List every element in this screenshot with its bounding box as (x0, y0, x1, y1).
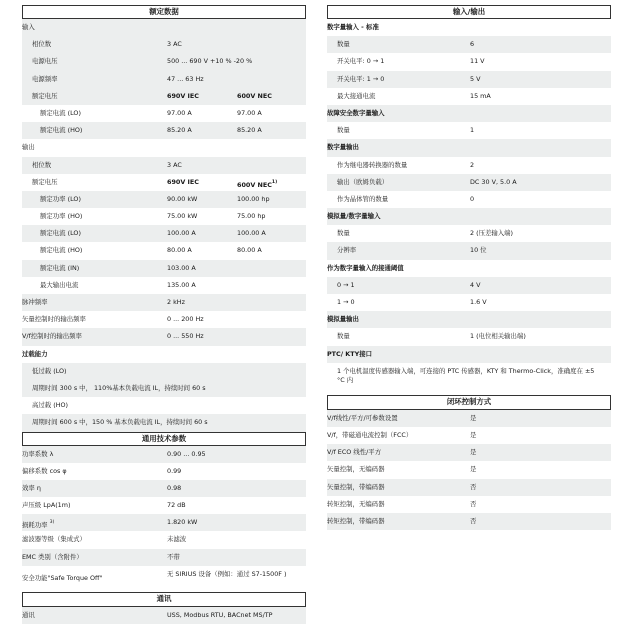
line-freq-value: 47 ... 63 Hz (167, 74, 204, 83)
phases-value: 3 AC (167, 40, 182, 49)
displacement-value: 0.99 (167, 466, 182, 475)
input-group-row (22, 19, 306, 36)
control-mode-label: 转矩控制，带编码器 (327, 516, 385, 525)
resolution-value: 10 位 (470, 246, 487, 255)
general-tech-header: 通用技术参数 (22, 432, 306, 446)
table-row (327, 346, 611, 363)
control-mode-value: 是 (470, 465, 477, 474)
control-mode-value: 是 (470, 448, 477, 457)
col-600-header: 600V NEC (237, 91, 272, 100)
ai-count-value: 2 (压差输入端) (470, 229, 514, 238)
max-output-label: 最大输出电流 (40, 280, 79, 289)
ptc-kty-label: PTC/ KTY接口 (327, 349, 373, 358)
efficiency-label: 效率 η (22, 483, 41, 492)
sto-label: 安全功能"Safe Torque Off" (22, 573, 103, 582)
table-row (22, 531, 306, 548)
table-row (22, 414, 306, 431)
input-current-lo-600: 97.00 A (237, 108, 262, 117)
current-ho-600: 80.00 A (237, 246, 262, 255)
table-row (22, 463, 306, 480)
ao-count-label: 数量 (337, 332, 350, 341)
current-ho-690: 80.00 A (167, 246, 192, 255)
relay-count-label: 作为继电器转换器的数量 (337, 160, 408, 169)
pulse-freq-label: 脉冲频率 (22, 298, 48, 306)
table-row (22, 260, 306, 277)
table-row (22, 294, 306, 311)
table-row (327, 208, 611, 225)
table-row (22, 497, 306, 514)
out-rated-voltage-label: 额定电压 (32, 177, 58, 186)
control-mode-label: V/f ECO 线性/平方 (327, 448, 382, 457)
power-loss-value: 1.820 kW (167, 518, 198, 527)
ptc-kty-description: 1 个电机温度传感器输入端，可连接的 PTC 传感器，KTY 和 Thermo-Click，准确度在 ±5 °C 内 (337, 366, 595, 384)
di-count-value: 6 (470, 40, 475, 49)
power-loss-text: 损耗功率 (22, 521, 48, 530)
threshold-label: 作为数字量输入的接通阈值 (327, 263, 404, 272)
output-group-label: 输出 (22, 143, 35, 152)
analog-input-label: 模拟量/数字量输入 (327, 212, 381, 221)
table-row (22, 311, 306, 328)
input-current-ho-label: 额定电流 (HO) (40, 126, 83, 135)
input-group-label: 输入 (22, 23, 35, 31)
table-row (22, 277, 306, 294)
table-row (22, 88, 306, 105)
filter-class-value: 未滤波 (167, 535, 187, 544)
relay-count-value: 2 (470, 160, 475, 169)
out-col-690-header: 690V IEC (167, 177, 199, 186)
table-row (22, 566, 306, 592)
analog-output-label: 模拟量输出 (327, 315, 359, 324)
switch-off-value: 5 V (470, 74, 481, 83)
power-ho-600: 75.00 hp (237, 212, 266, 221)
overload-group-row (22, 346, 306, 363)
table-row (327, 139, 611, 156)
vector-freq-label: 矢量控制时的输出频率 (22, 315, 86, 324)
table-row (22, 53, 306, 70)
control-mode-value: 否 (470, 516, 477, 525)
power-lo-600: 100.00 hp (237, 194, 270, 203)
table-row (327, 53, 611, 70)
threshold-on-value: 4 V (470, 280, 481, 289)
closed-loop-header: 闭环控制方式 (327, 395, 611, 410)
table-row (327, 242, 611, 259)
current-lo-690: 100.00 A (167, 229, 196, 238)
table-row (327, 157, 611, 174)
sound-level-value: 72 dB (167, 501, 186, 510)
pulse-freq-value: 2 kHz (167, 298, 185, 306)
resolution-label: 分辨率 (337, 246, 357, 255)
table-row (22, 549, 306, 566)
current-lo-600: 100.00 A (237, 229, 266, 238)
current-in-690: 103.00 A (167, 263, 196, 272)
output-group-row (22, 139, 306, 156)
out-col-600-text: 600V NEC (237, 180, 272, 189)
input-current-lo-690: 97.00 A (167, 108, 192, 117)
control-mode-label: 矢量控制，带编码器 (327, 482, 385, 491)
col-690-header: 690V IEC (167, 91, 199, 100)
table-row (327, 444, 611, 461)
high-overload-desc: 周期时间 600 s 中，150 % 基本负载电流 IL，持续时间 60 s (32, 418, 208, 427)
table-row (22, 122, 306, 139)
filter-class-label: 滤波器等级（集成式） (22, 535, 86, 544)
sto-value: 无 SIRIUS 设备（例如：通过 S7-1500F ) (167, 569, 287, 578)
table-row (22, 71, 306, 88)
power-ho-690: 75.00 kW (167, 212, 198, 221)
vector-freq-value: 0 ... 200 Hz (167, 315, 204, 324)
out-phases-value: 3 AC (167, 160, 182, 169)
table-row (22, 242, 306, 259)
sound-level-label: 声压级 LpA(1m) (22, 501, 71, 510)
failsafe-count-label: 数量 (337, 126, 350, 135)
di-count-label: 数量 (337, 40, 350, 49)
table-row (22, 397, 306, 414)
table-row (327, 294, 611, 311)
table-row (327, 461, 611, 478)
table-row (22, 191, 306, 208)
table-row (327, 410, 611, 427)
table-row (327, 191, 611, 208)
control-mode-label: 转矩控制，无编码器 (327, 499, 385, 508)
table-row (327, 363, 611, 391)
phases-label: 相位数 (32, 40, 52, 49)
table-row (22, 607, 306, 624)
vf-freq-label: V/f控制时的输出频率 (22, 332, 82, 341)
table-row (22, 328, 306, 345)
communication-label: 通讯 (22, 610, 35, 619)
table-row (327, 328, 611, 345)
communication-header: 通讯 (22, 592, 306, 607)
power-lo-label: 额定功率 (LO) (40, 194, 81, 203)
table-row (327, 225, 611, 242)
table-row (22, 105, 306, 122)
line-freq-label: 电源频率 (32, 74, 58, 83)
table-row (327, 71, 611, 88)
digital-output-label: 数字量输出 (327, 143, 359, 152)
power-factor-label: 功率系数 λ (22, 449, 54, 458)
input-current-lo-label: 额定电流 (LO) (40, 108, 81, 117)
input-current-ho-690: 85.20 A (167, 126, 192, 135)
control-mode-label: V/f，带磁通电流控制（FCC） (327, 430, 413, 439)
table-row (327, 277, 611, 294)
table-row (22, 514, 306, 531)
rated-data-header: 额定数据 (22, 5, 306, 19)
switch-on-value: 11 V (470, 57, 485, 66)
table-row (22, 174, 306, 191)
emc-label: EMC 类别（含附件） (22, 552, 83, 561)
current-in-label: 额定电流 (IN) (40, 263, 80, 272)
max-input-current-value: 15 mA (470, 91, 491, 100)
high-overload-label: 高过载 (HO) (32, 401, 69, 410)
threshold-on-label: 0 → 1 (337, 280, 355, 289)
table-row (327, 122, 611, 139)
table-row (327, 260, 611, 277)
table-row (22, 363, 306, 380)
input-current-ho-600: 85.20 A (237, 126, 262, 135)
communication-value: USS, Modbus RTU, BACnet MS/TP (167, 610, 273, 619)
table-row (22, 225, 306, 242)
out-phases-label: 相位数 (32, 160, 52, 169)
table-row (327, 88, 611, 105)
di-standard-label: 数字量输入 - 标准 (327, 23, 379, 31)
vf-freq-value: 0 ... 550 Hz (167, 332, 204, 341)
table-row (327, 19, 611, 36)
threshold-off-value: 1.6 V (470, 298, 487, 306)
switch-off-label: 开关电平: 1 → 0 (337, 74, 385, 83)
displacement-label: 偏移系数 cos φ (22, 466, 67, 475)
table-row (22, 208, 306, 225)
table-row (327, 479, 611, 496)
low-overload-label: 低过载 (LO) (32, 366, 67, 375)
efficiency-value: 0.98 (167, 483, 182, 492)
table-row (22, 480, 306, 497)
threshold-off-label: 1 → 0 (337, 298, 355, 306)
control-mode-value: 是 (470, 413, 477, 422)
low-overload-desc: 周期时间 300 s 中， 110%基本负载电流 IL，持续时间 60 s (32, 383, 206, 392)
table-row (327, 311, 611, 328)
table-row (22, 36, 306, 53)
max-input-current-label: 最大接通电流 (337, 91, 376, 100)
ai-count-label: 数量 (337, 229, 350, 238)
control-mode-value: 是 (470, 430, 477, 439)
transistor-count-value: 0 (470, 194, 475, 203)
rated-voltage-label: 额定电压 (32, 91, 58, 100)
ao-count-value: 1 (电位相关输出端) (470, 332, 526, 341)
line-voltage-label: 电源电压 (32, 57, 58, 66)
table-row (327, 513, 611, 530)
power-ho-label: 额定功率 (HO) (40, 212, 83, 221)
right-column (327, 0, 611, 530)
line-voltage-value: 500 ... 690 V +10 % -20 % (167, 57, 253, 66)
transistor-count-label: 作为晶体管的数量 (337, 194, 389, 203)
switch-on-label: 开关电平: 0 → 1 (337, 57, 385, 66)
current-lo-label: 额定电流 (LO) (40, 229, 81, 238)
footnote-marker: 1) (271, 179, 278, 185)
control-mode-value: 否 (470, 482, 477, 491)
failsafe-count-value: 1 (470, 126, 475, 135)
max-output-690: 135.00 A (167, 280, 196, 289)
failsafe-di-label: 故障安全数字量输入 (327, 108, 385, 117)
resistive-output-label: 输出（欧姆负载） (337, 177, 389, 186)
table-row (22, 446, 306, 463)
table-row (327, 105, 611, 122)
control-mode-value: 否 (470, 499, 477, 508)
control-mode-label: 矢量控制，无编码器 (327, 465, 385, 474)
table-row (22, 380, 306, 397)
io-header: 输入/输出 (327, 5, 611, 19)
table-row (327, 496, 611, 513)
current-ho-label: 额定电流 (HO) (40, 246, 83, 255)
left-column (22, 0, 306, 624)
table-row (22, 157, 306, 174)
resistive-output-value: DC 30 V, 5.0 A (470, 177, 517, 186)
power-lo-690: 90.00 kW (167, 194, 198, 203)
emc-value: 不带 (167, 552, 180, 561)
overload-label: 过载能力 (22, 349, 48, 358)
table-row (327, 36, 611, 53)
table-row (327, 427, 611, 444)
table-row (327, 174, 611, 191)
power-factor-value: 0.90 ... 0.95 (167, 449, 206, 458)
control-mode-label: V/f线性/平方/可参数设置 (327, 413, 398, 422)
footnote-marker: 3) (49, 520, 55, 526)
